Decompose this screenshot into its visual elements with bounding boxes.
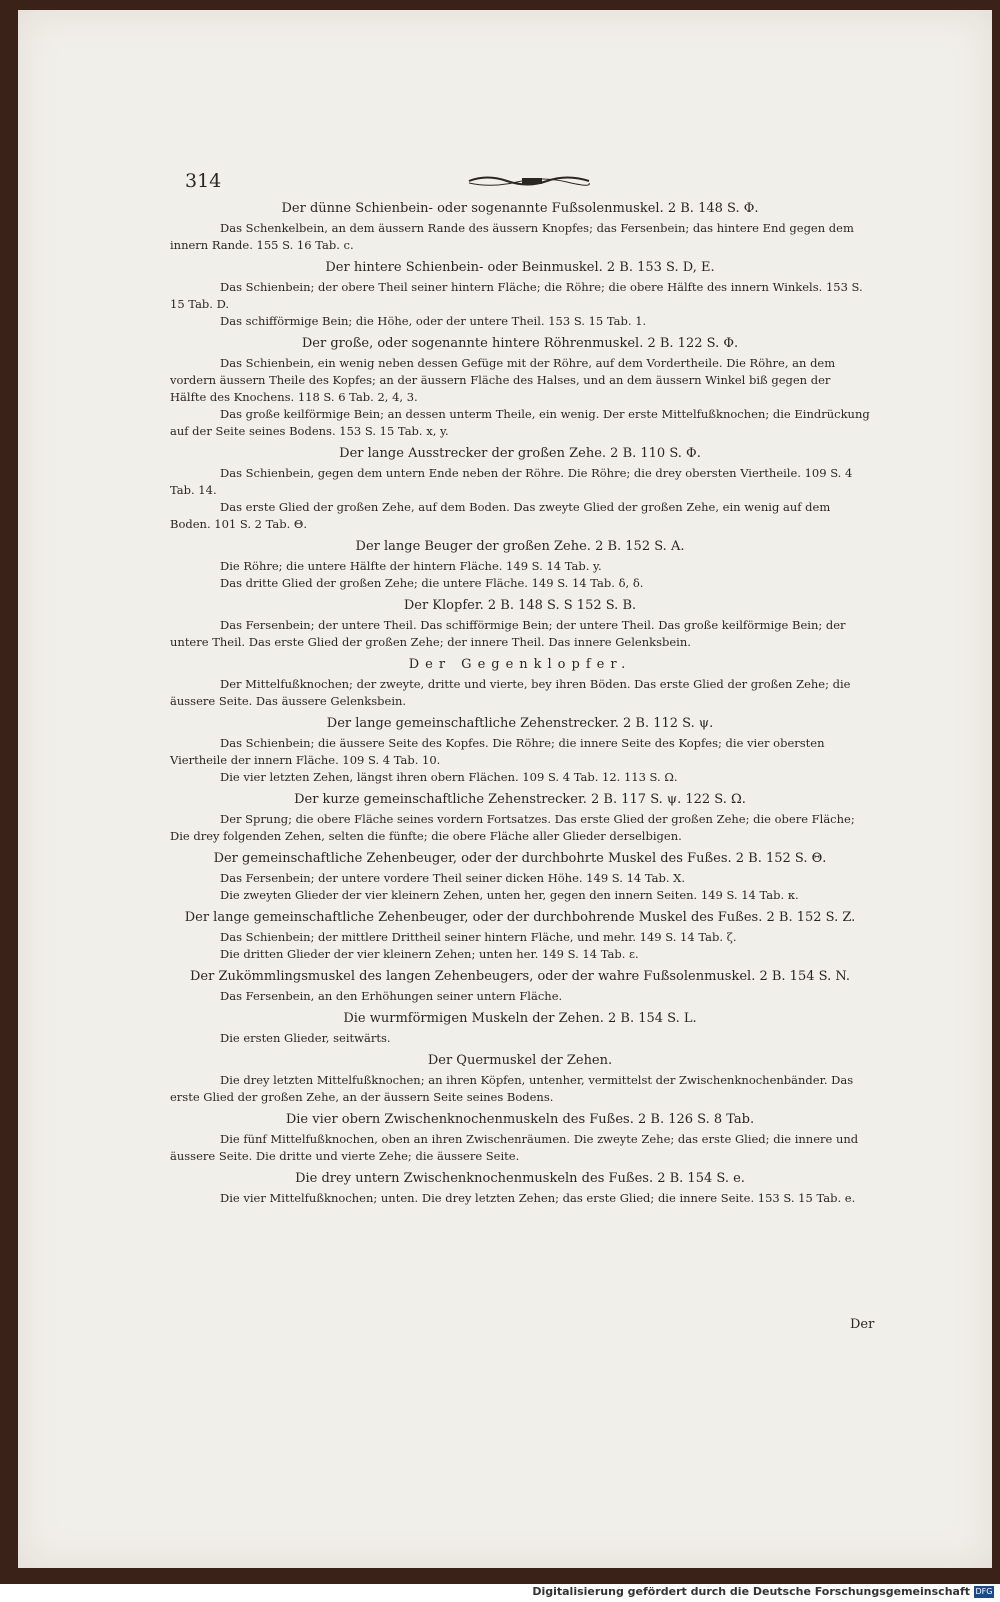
muscle-title: Der lange gemeinschaftliche Zehenbeuger, oder der durchbohrende Muskel des Fußes. 2 B. 152 S. Z. [184, 910, 856, 925]
muscle-title: Der Zukömmlingsmuskel des langen Zehenbeugers, oder der wahre Fußsolenmuskel. 2 B. 154 S. N. [189, 969, 851, 984]
muscle-entry [170, 654, 870, 710]
attachment-text: Das Fersenbein; der untere vordere Theil seiner dicken Höhe. 149 S. 14 Tab. X. [220, 871, 686, 885]
muscle-entry [170, 536, 870, 592]
attachment-text: Das Schienbein, gegen dem untern Ende neben der Röhre. Die Röhre; die drey obersten Viertheile. 109 S. 4 Tab. 14. [170, 466, 853, 497]
muscle-title: Der dünne Schienbein- oder sogenannte Fußsolenmuskel. 2 B. 148 S. Φ. [281, 201, 759, 216]
muscle-title: Die vier obern Zwischenknochenmuskeln des Fußes. 2 B. 126 S. 8 Tab. [285, 1112, 755, 1127]
muscle-entry [170, 713, 870, 786]
muscle-entry [170, 966, 870, 1005]
muscle-title: Der Quermuskel der Zehen. [427, 1053, 613, 1068]
muscle-entry [170, 443, 870, 533]
muscle-entry [170, 1109, 870, 1165]
attachment-text: Die dritten Glieder der vier kleinern Zehen; unten her. 149 S. 14 Tab. ε. [220, 947, 639, 961]
catchword: Der [850, 1317, 875, 1332]
muscle-title: Der Gegenklopfer. [408, 657, 632, 672]
attachment-text: Das dritte Glied der großen Zehe; die untere Fläche. 149 S. 14 Tab. δ, δ. [220, 576, 644, 590]
muscle-title: Der lange Beuger der großen Zehe. 2 B. 152 S. A. [355, 539, 685, 554]
attachment-text: Das Fersenbein, an den Erhöhungen seiner untern Fläche. [220, 989, 563, 1003]
attachment-text: Die Röhre; die untere Hälfte der hintern Fläche. 149 S. 14 Tab. y. [220, 559, 602, 573]
attachment-text: Die zweyten Glieder der vier kleinern Zehen, unten her, gegen den innern Seiten. 149 S. 14 Tab. κ. [220, 888, 799, 902]
muscle-title: Der hintere Schienbein- oder Beinmuskel. 2 B. 153 S. D, E. [325, 260, 715, 275]
muscle-title: Der große, oder sogenannte hintere Röhrenmuskel. 2 B. 122 S. Φ. [301, 336, 739, 351]
attachment-text: Der Sprung; die obere Fläche seines vordern Fortsatzes. Das erste Glied der großen Zehe; die obere Fläche; Die drey folgenden Zehen, selten die fünfte; die obere Fläche aller Glieder derselbigen. [170, 812, 855, 843]
muscle-title: Der kurze gemeinschaftliche Zehenstrecker. 2 B. 117 S. ψ. 122 S. Ω. [294, 792, 746, 807]
attachment-text: Das Schenkelbein, an dem äussern Rande des äussern Knopfes; das Fersenbein; das hintere End gegen dem innern Rande. 155 S. 16 Tab. c. [170, 221, 854, 252]
muscle-title: Der gemeinschaftliche Zehenbeuger, oder der durchbohrte Muskel des Fußes. 2 B. 152 S. Θ. [213, 851, 827, 866]
attachment-text: Der Mittelfußknochen; der zweyte, dritte und vierte, bey ihren Böden. Das erste Glied der großen Zehe; die äussere Seite. Das äussere Gelenksbein. [170, 677, 851, 708]
muscle-entry [170, 333, 870, 440]
page-number: 314 [185, 170, 222, 192]
attachment-text: Die vier letzten Zehen, längst ihren obern Flächen. 109 S. 4 Tab. 12. 113 S. Ω. [220, 770, 678, 784]
muscle-entry [170, 1008, 870, 1047]
muscle-entry [170, 595, 870, 651]
muscle-entry [170, 1168, 870, 1207]
muscle-entry [170, 907, 870, 963]
attachment-text: Das Schienbein; der mittlere Drittheil seiner hintern Fläche, und mehr. 149 S. 14 Tab. ζ. [220, 930, 737, 944]
attachment-text: Das erste Glied der großen Zehe, auf dem Boden. Das zweyte Glied der großen Zehe, ein wenig auf dem Boden. 101 S. 2 Tab. Θ. [170, 500, 831, 531]
muscle-title: Der Klopfer. 2 B. 148 S. S 152 S. B. [403, 598, 637, 613]
attachment-text: Das Schienbein, ein wenig neben dessen Gefüge mit der Röhre, auf dem Vordertheile. Die Röhre, an dem vordern äussern Theile des Kopfes; an der äussern Fläche des Halses, und an dem äussern Winkel biß gegen der Hälfte des Knochens. 118 S. 6 Tab. 2, 4, 3. [170, 356, 836, 404]
muscle-title: Die wurmförmigen Muskeln der Zehen. 2 B. 154 S. L. [343, 1011, 697, 1026]
dfg-logo-icon: DFG [975, 1587, 993, 1596]
page-content [170, 170, 870, 1210]
muscle-entry [170, 1050, 870, 1106]
attachment-text: Das große keilförmige Bein; an dessen unterm Theile, ein wenig. Der erste Mittelfußknochen; die Eindrückung auf der Seite seines Bodens. 153 S. 15 Tab. x, y. [170, 407, 870, 438]
attachment-text: Das Fersenbein; der untere Theil. Das schifförmige Bein; der untere Theil. Das große keilförmige Bein; der untere Theil. Das erste Glied der großen Zehe; der innere Theil. Das innere Gelenksbein. [170, 618, 846, 649]
footer-text: Digitalisierung gefördert durch die Deutsche Forschungsgemeinschaft [532, 1585, 970, 1598]
muscle-entry [170, 848, 870, 904]
attachment-text: Die vier Mittelfußknochen; unten. Die drey letzten Zehen; das erste Glied; die innere Seite. 153 S. 15 Tab. e. [220, 1191, 856, 1205]
muscle-title: Der lange gemeinschaftliche Zehenstrecker. 2 B. 112 S. ψ. [326, 716, 714, 731]
attachment-text: Das schifförmige Bein; die Höhe, oder der untere Theil. 153 S. 15 Tab. 1. [220, 314, 647, 328]
muscle-entry [170, 257, 870, 330]
attachment-text: Das Schienbein; die äussere Seite des Kopfes. Die Röhre; die innere Seite des Kopfes; die vier obersten Viertheile der innern Fläche. 109 S. 4 Tab. 10. [170, 736, 825, 767]
attachment-text: Das Schienbein; der obere Theil seiner hintern Fläche; die Röhre; die obere Hälfte des innern Winkels. 153 S. 15 Tab. D. [170, 280, 863, 311]
attachment-text: Die fünf Mittelfußknochen, oben an ihren Zwischenräumen. Die zweyte Zehe; das erste Glied; die innere und äussere Seite. Die dritte und vierte Zehe; die äussere Seite. [170, 1132, 859, 1163]
attachment-text: Die ersten Glieder, seitwärts. [220, 1031, 391, 1045]
muscle-title: Der lange Ausstrecker der großen Zehe. 2 B. 110 S. Φ. [339, 446, 701, 461]
muscle-entry [170, 789, 870, 845]
attachment-text: Die drey letzten Mittelfußknochen; an ihren Köpfen, untenher, vermittelst der Zwischenknochenbänder. Das erste Glied der großen Zehe, an der äussern Seite seines Bodens. [170, 1073, 854, 1104]
muscle-title: Die drey untern Zwischenknochenmuskeln des Fußes. 2 B. 154 S. e. [295, 1171, 745, 1186]
muscle-entry [170, 198, 870, 254]
